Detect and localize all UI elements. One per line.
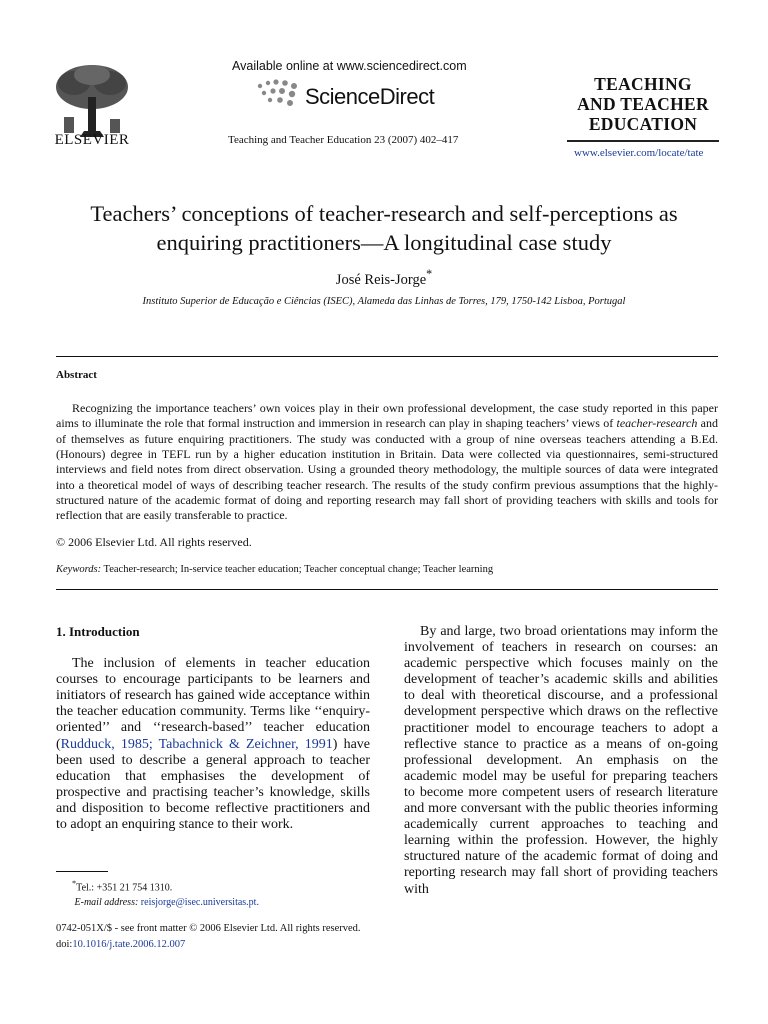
sciencedirect-dots-icon xyxy=(254,78,302,108)
email-link[interactable]: reisjorge@isec.universitas.pt. xyxy=(140,897,259,909)
intro-paragraph: By and large, two broad orientations may inform the involvement of teachers in research on courses: an academic perspective which focuses mainly on the development of teacher’s academic skills and abilities to deal with theoretical discourse, and a professional development perspective which draws on the reflective practitioner model to encourage teachers to adopt a reflective stance to practice as a means of on-going professional development. An emphasis on the academic model may be useful for preparing teachers to become more competent users of research literature and more conversant with the public theories informing academically current approaches to teaching and learning within the profession. However, the highly structured nature of the academic format of doing and reporting research may fall short of providing teachers with xyxy=(404,624,718,897)
journal-title-line: AND TEACHER xyxy=(577,94,709,114)
email-label: E-mail address: xyxy=(74,897,139,909)
citation-link[interactable]: Tabachnick & Zeichner, 1991 xyxy=(158,736,333,752)
keywords-line xyxy=(56,564,493,575)
section-heading: 1. Introduction xyxy=(56,624,140,639)
right-column xyxy=(404,624,718,898)
paper-title-line: enquiring practitioners—A longitudinal case study xyxy=(156,230,612,255)
front-matter xyxy=(56,921,361,953)
author-footnote xyxy=(72,876,259,910)
doi-label: doi: xyxy=(56,939,73,950)
journal-title-divider xyxy=(567,140,719,142)
footnote-tel-text: Tel.: +351 21 754 1310. xyxy=(76,882,173,894)
journal-citation: Teaching and Teacher Education 23 (2007) 402–417 xyxy=(228,134,459,146)
abstract-text: and of themselves as future enquiring practitioners. The study was conducted with a group of nine overseas teachers attending a B.Ed. (Honours) degree in TEFL run by a higher education institution in Britain. Data were collected via questionnaires, semi-structured interviews and field notes from direct observation. Using a grounded theory methodology, the multiple sources of data were integrated into a theoretical model of ways of describing teacher research. The results of the study confirm previous assumptions that the highly-structured nature of the academic format of doing and reporting research may fall short of providing teachers with skills and tools for reflection that are easily transferable to practice. xyxy=(56,416,718,523)
author-footnote-mark[interactable]: * xyxy=(426,267,433,281)
abstract-italic-term: teacher-research xyxy=(616,416,698,431)
footnote-tel xyxy=(72,876,259,895)
journal-url-link[interactable]: www.elsevier.com/locate/tate xyxy=(574,147,704,159)
citation-link[interactable]: Rudduck, 1985 xyxy=(60,736,149,752)
author-affiliation: Instituto Superior de Educação e Ciências (ISEC), Alameda das Linhas de Torres, 179, 1750-142 Lisboa, Portugal xyxy=(142,296,626,307)
journal-title-line: EDUCATION xyxy=(588,114,698,134)
keywords-label: Keywords: xyxy=(56,564,102,575)
sciencedirect-wordmark: ScienceDirect xyxy=(305,84,435,109)
abstract-body xyxy=(56,401,718,524)
paragraph-text: The inclusion of elements in teacher education courses to encourage participants to be learners and initiators of research has gained wide acceptance within the teacher education community. Terms like ‘‘enquiry-oriented’’ and ‘‘research-based’’ teacher education ( xyxy=(56,656,370,752)
available-online-text: Available online at www.sciencedirect.com xyxy=(232,59,467,73)
issn-line: 0742-051X/$ - see front matter © 2006 Elsevier Ltd. All rights reserved. xyxy=(56,923,361,934)
paragraph-text: ) have been used to describe a general approach to teacher education that emphasises the development of prospective and practising teacher’s knowledge, skills and disposition to become reflective practitioners and to adopt an enquiring stance to their work. xyxy=(56,736,370,833)
doi-line xyxy=(56,937,361,953)
left-column xyxy=(56,624,370,833)
author-line xyxy=(0,267,768,289)
abstract-top-rule xyxy=(56,356,718,357)
abstract-copyright: © 2006 Elsevier Ltd. All rights reserved. xyxy=(56,535,252,549)
citation-separator: ; xyxy=(148,736,159,752)
footnote-email xyxy=(72,895,259,910)
abstract-heading: Abstract xyxy=(56,369,97,381)
keywords-text: Teacher-research; In-service teacher education; Teacher conceptual change; Teacher learning xyxy=(101,564,494,575)
journal-title xyxy=(565,74,721,134)
abstract-text: Recognizing the importance teachers’ own voices play in their own professional development, the case study reported in this paper aims to illuminate the role that formal instruction and immersion in research can play in shaping teachers’ views of xyxy=(56,401,718,431)
abstract-bottom-rule xyxy=(56,589,718,590)
paper-title xyxy=(40,199,728,257)
author-name: José Reis-Jorge xyxy=(335,271,427,288)
footnote-mark: * xyxy=(72,879,77,888)
doi-link[interactable]: 10.1016/j.tate.2006.12.007 xyxy=(72,939,186,950)
publisher-name: ELSEVIER xyxy=(54,132,130,148)
paper-title-line: Teachers’ conceptions of teacher-research and self-perceptions as xyxy=(90,201,678,226)
journal-title-line: TEACHING xyxy=(594,74,692,94)
footnote-rule xyxy=(56,871,108,872)
intro-paragraph xyxy=(56,656,370,833)
